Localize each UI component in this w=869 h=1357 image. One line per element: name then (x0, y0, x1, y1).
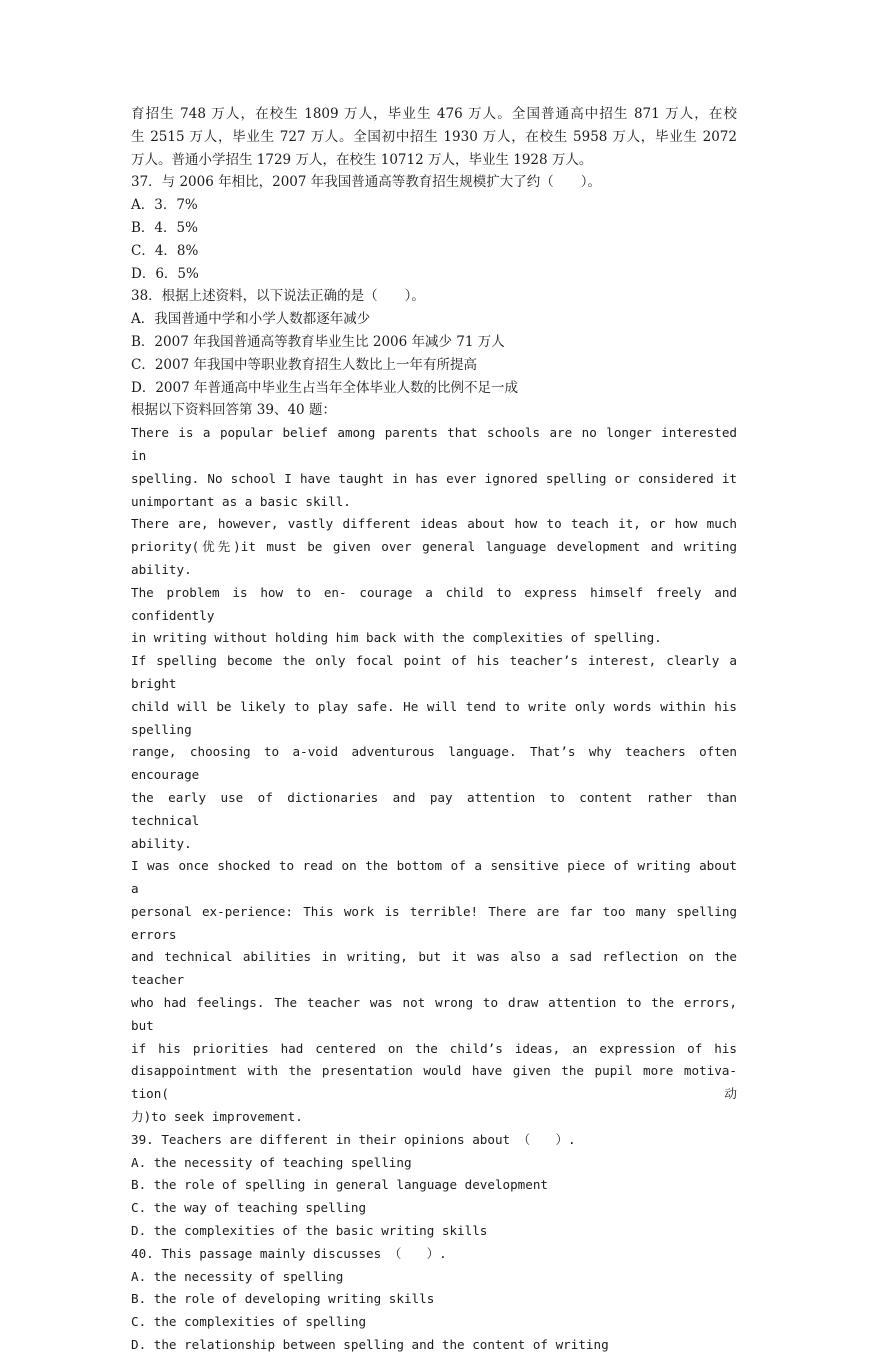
passage-line: the early use of dictionaries and pay attention to content rather than technical (131, 789, 737, 828)
option-c: C. the complexities of spelling (131, 1314, 367, 1330)
passage-line: priority(优先)it must be given over general language development and writing ability. (131, 539, 737, 577)
passage-line: 力)to seek improvement. (131, 1109, 303, 1125)
passage-line: range, choosing to a-void adventurous language. That’s why teachers often encourage (131, 744, 737, 783)
passage-line: ability. (131, 835, 192, 851)
passage-line: There is a popular belief among parents that schools are no longer interested in (131, 425, 737, 463)
question-39 (131, 1129, 737, 1243)
option-a: A. the necessity of teaching spelling (131, 1154, 412, 1170)
question-stem: 38．根据上述资料，以下说法正确的是（ ）。 (131, 288, 425, 305)
option-b: B. the role of developing writing skills (131, 1291, 435, 1307)
option-d: D．6．5% (131, 265, 199, 282)
passage-line: The problem is how to en- courage a child to express himself freely and confidently (131, 584, 737, 623)
passage-line: who had feelings. The teacher was not wrong to draw attention to the errors, but (131, 995, 737, 1033)
section-intro: 根据以下资料回答第 39、40 题： (131, 402, 336, 419)
option-b: B. the role of spelling in general language development (131, 1177, 549, 1193)
passage-line: if his priorities had centered on the child’s ideas, an expression of his (131, 1040, 737, 1056)
option-d: D．2007 年普通高中毕业生占当年全体毕业人数的比例不足一成 (131, 379, 518, 396)
option-d: D. the complexities of the basic writing skills (131, 1223, 488, 1239)
passage-line: If spelling become the only focal point of his teacher’s interest, clearly a bright (131, 653, 737, 691)
text-line: 万人。普通小学招生 1729 万人，在校生 10712 万人，毕业生 1928 万人。 (131, 151, 593, 168)
passage-line: child will be likely to play safe. He will tend to write only words within his spelling (131, 698, 737, 737)
option-c: C．4．8% (131, 242, 199, 259)
question-stem: 37．与 2006 年相比，2007 年我国普通高等教育招生规模扩大了约（ ）。 (131, 174, 602, 191)
option-a: A．我国普通中学和小学人数都逐年减少 (131, 311, 371, 328)
reading-passage (131, 422, 737, 1129)
option-b: B．4．5% (131, 219, 198, 236)
intro-paragraph (131, 103, 737, 171)
question-38 (131, 285, 737, 399)
option-a: A．3．7% (131, 197, 198, 214)
passage-line: and technical abilities in writing, but it was also a sad reflection on the teacher (131, 949, 737, 988)
option-d: D. the relationship between spelling and the content of writing (131, 1337, 609, 1353)
document-body (131, 103, 737, 1357)
text-line: 生 2515 万人，毕业生 727 万人。全国初中招生 1930 万人，在校生 5958 万人，毕业生 2072 (131, 128, 737, 145)
passage-line: spelling. No school I have taught in has ever ignored spelling or considered it (131, 470, 737, 486)
option-b: B．2007 年我国普通高等教育毕业生比 2006 年减少 71 万人 (131, 333, 505, 350)
question-stem: 40. This passage mainly discusses （ ）. (131, 1245, 447, 1261)
passage-line: disappointment with the presentation would have given the pupil more motiva-tion(动 (131, 1063, 737, 1102)
passage-line: unimportant as a basic skill. (131, 493, 351, 509)
passage-line: in writing without holding him back with the complexities of spelling. (131, 630, 662, 646)
passage-line: I was once shocked to read on the bottom of a sensitive piece of writing about a (131, 858, 737, 897)
passage-line: There are, however, vastly different ideas about how to teach it, or how much (131, 516, 737, 532)
option-c: C．2007 年我国中等职业教育招生人数比上一年有所提高 (131, 356, 477, 373)
question-stem: 39. Teachers are different in their opinions about （ ）. (131, 1131, 576, 1147)
option-a: A. the necessity of spelling (131, 1268, 344, 1284)
text-line: 育招生 748 万人，在校生 1809 万人，毕业生 476 万人。全国普通高中招生 871 万人，在校 (131, 106, 737, 122)
question-40 (131, 1243, 737, 1357)
option-c: C. the way of teaching spelling (131, 1200, 367, 1216)
passage-line: personal ex-perience: This work is terrible! There are far too many spelling errors (131, 903, 737, 942)
question-37 (131, 171, 737, 285)
